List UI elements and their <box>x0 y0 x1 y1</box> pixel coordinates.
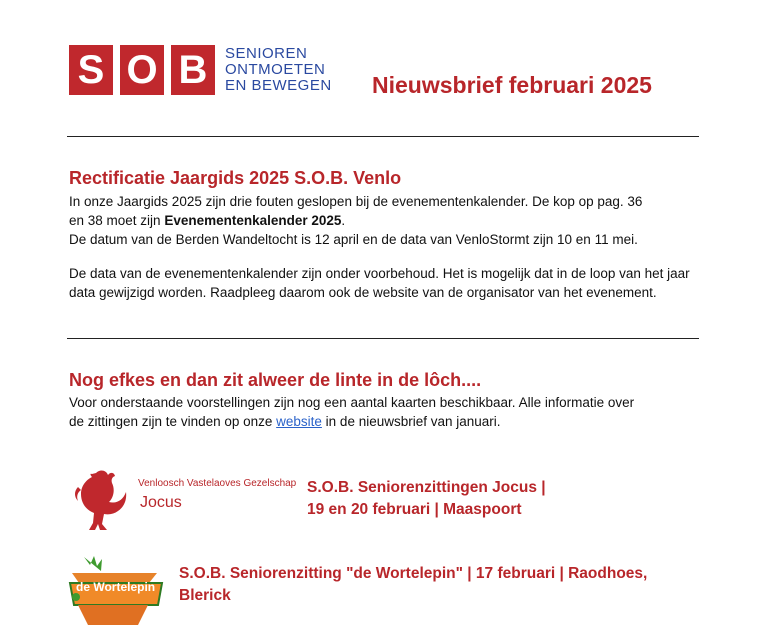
text-line <box>69 211 699 230</box>
wortelepin-logo-name: de Wortelepin <box>76 580 156 594</box>
divider-top <box>67 136 699 137</box>
event-wortelepin-line-2: Blerick <box>179 587 231 604</box>
event-jocus <box>307 477 546 521</box>
jocus-logo-name: Jocus <box>140 494 182 511</box>
divider-middle <box>67 338 699 339</box>
event-jocus-line-1: S.O.B. Seniorenzittingen Jocus | <box>307 479 546 496</box>
logo-letter-o: O <box>120 45 164 95</box>
zittingen-paragraph <box>69 393 699 431</box>
rectificatie-paragraph-2: De data van de evenementenkalender zijn onder voorbehoud. Het is mogelijk dat in de loop van het jaar data gewijzigd worden. Raadpleeg daarom ook de website van de organisator van het evenement. <box>69 266 690 300</box>
logo-tagline <box>225 46 332 94</box>
jocus-rooster-logo <box>66 465 306 541</box>
wortelepin-logo <box>64 553 166 633</box>
text-run: . <box>341 213 346 228</box>
text-line: In onze Jaargids 2025 zijn drie fouten geslopen bij de evenementenkalender. De kop op pag. 36 <box>69 194 643 209</box>
tagline-line-3: EN BEWEGEN <box>225 77 332 94</box>
bold-text: Evenementenkalender 2025 <box>164 213 342 228</box>
text-run: de zittingen zijn te vinden op onze <box>69 414 277 429</box>
rectificatie-paragraph-1 <box>69 192 699 249</box>
text-line <box>69 412 699 431</box>
event-jocus-line-2: 19 en 20 februari | Maaspoort <box>307 501 522 518</box>
tagline-line-1: SENIOREN <box>225 45 308 62</box>
text-line: De datum van de Berden Wandeltocht is 12 april en de data van VenloStormt zijn 10 en 11 mei. <box>69 232 638 247</box>
rooster-icon <box>75 471 126 530</box>
sob-letters <box>69 45 215 95</box>
event-wortelepin-line-1: S.O.B. Seniorenzitting "de Wortelepin" | 17 februari | Raodhoes, <box>179 565 648 582</box>
sob-logo <box>69 45 332 95</box>
jocus-logo-caption: Venloosch Vastelaoves Gezelschap <box>138 478 297 489</box>
logo-letter-s: S <box>69 45 113 95</box>
newsletter-title: Nieuwsbrief februari 2025 <box>372 72 652 98</box>
text-run: en 38 moet zijn <box>69 213 165 228</box>
website-link[interactable]: website <box>276 414 322 429</box>
text-run: in de nieuwsbrief van januari. <box>321 414 501 429</box>
section-heading-rectificatie: Rectificatie Jaargids 2025 S.O.B. Venlo <box>69 168 402 188</box>
logo-letter-b: B <box>171 45 215 95</box>
section-heading-zittingen: Nog efkes en dan zit alweer de linte in de lôch.... <box>69 370 482 390</box>
event-wortelepin <box>179 563 647 607</box>
text-line: Voor onderstaande voorstellingen zijn nog een aantal kaarten beschikbaar. Alle informatie over <box>69 395 635 410</box>
tagline-line-2: ONTMOETEN <box>225 61 326 78</box>
